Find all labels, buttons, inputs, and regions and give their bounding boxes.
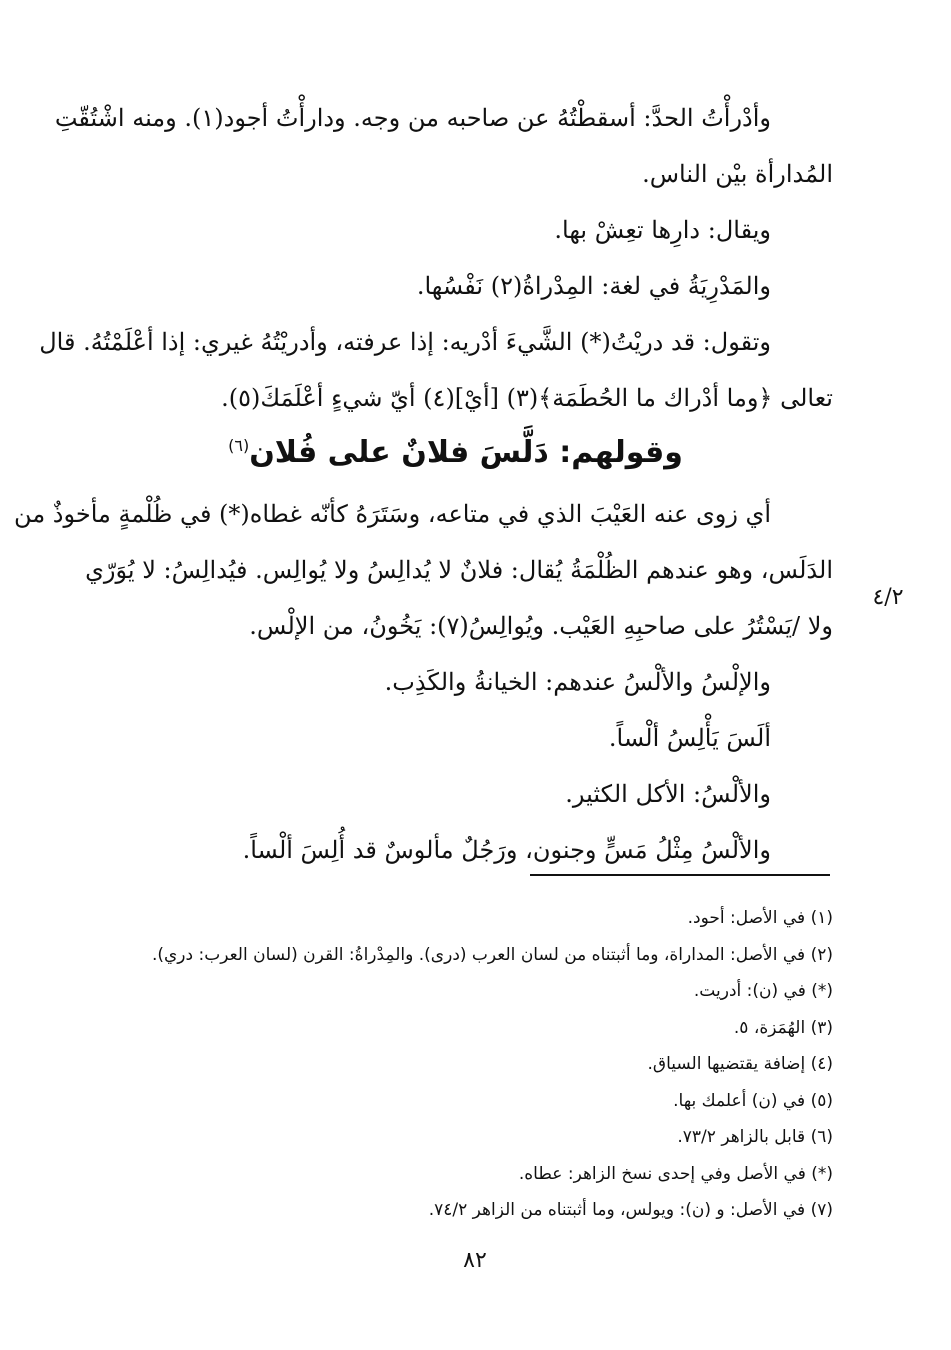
body-line: تعالى ﴿وما أدْراك ما الحُطَمَة﴾(٣) [أيْ](٤) أيّ شيءٍ أعْلَمَكَ(٥). xyxy=(221,384,833,412)
footnote: (٢) في الأصل: المداراة، وما أثبتناه من لسان العرب (درى). والمِدْراةُ: القرن (لسان العرب: دري). xyxy=(151,944,833,965)
footnote: (٧) في الأصل: و (ن): ويولس، وما أثبتناه من الزاهر ٧٤/٢. xyxy=(428,1200,833,1220)
page-number: ٨٢ xyxy=(463,1248,487,1273)
body-line: المُدارأة بيْن الناس. xyxy=(642,160,833,188)
footnote: (٥) في (ن) أعلمك بها. xyxy=(673,1090,833,1111)
body-line: والإلْسُ والألْسُ عندهم: الخيانةُ والكَذِب. xyxy=(384,668,771,696)
body-text-part-1 xyxy=(39,90,833,426)
body-line: والألْسُ مِثْلُ مَسٍّ وجنون، ورَجُلٌ مألوسٌ قد أُلِسَ ألْساً. xyxy=(242,836,771,864)
footnote: (١) في الأصل: أحود. xyxy=(687,908,833,928)
footnotes xyxy=(151,900,833,1229)
footnote: (٦) قابل بالزاهر ٧٣/٢. xyxy=(677,1127,833,1147)
body-line: ويقال: دارِها تعِشْ بها. xyxy=(554,216,771,244)
footnote: (*) في (ن): أدريت. xyxy=(693,981,833,1001)
footnote-separator xyxy=(530,874,830,876)
section-heading xyxy=(78,416,833,483)
margin-folio-reference: ٤/٢ xyxy=(872,585,904,610)
body-line: والألْسُ: الأكل الكثير. xyxy=(565,780,771,808)
footnote: (٤) إضافة يقتضيها السياق. xyxy=(647,1054,833,1074)
footnote: (*) في الأصل وفي إحدى نسخ الزاهر: عطاه. xyxy=(518,1163,833,1184)
body-line: ولا /يَسْتُرُ على صاحبِهِ العَيْب. ويُوالِسُ(٧): يَخُونُ، من الإلْس. xyxy=(249,612,833,640)
body-line: ألَسَ يَأْلِسُ ألْساً. xyxy=(608,724,771,752)
body-text-part-2 xyxy=(14,486,833,878)
body-line: وتقول: قد دريْتُ(*) الشَّيءَ أدْريه: إذا عرفته، وأدريْتُهُ غيري: إذا أعْلَمْتُهُ. قال xyxy=(39,328,771,356)
section-heading-note: (٦) xyxy=(228,436,250,455)
body-line: الدَلَس، وهو عندهم الظُلْمَةُ يُقال: فلانٌ لا يُدالِسُ ولا يُوالِس. فيُدالِسُ: لا يُوَرّي xyxy=(85,556,833,584)
body-line: والمَدْرِيَةُ في لغة: المِدْراةُ(٢) نَفْسُها. xyxy=(416,272,771,300)
body-line: أي زوى عنه العَيْبَ الذي في متاعه، وسَتَرَهُ كأنّه غطاه(*) في ظُلْمةٍ مأخوذٌ من xyxy=(14,500,771,528)
footnote: (٣) الهُمَزة، ٥. xyxy=(733,1017,833,1038)
section-heading-text: وقولهم: دَلَّسَ فلانٌ على فُلان xyxy=(249,435,683,470)
body-line: وأدْرأْتُ الحدَّ: أسقطْتُهُ عن صاحبه من وجه. ودارأْتُ أجود(١). ومنه اشْتُقّتِ xyxy=(54,104,771,132)
